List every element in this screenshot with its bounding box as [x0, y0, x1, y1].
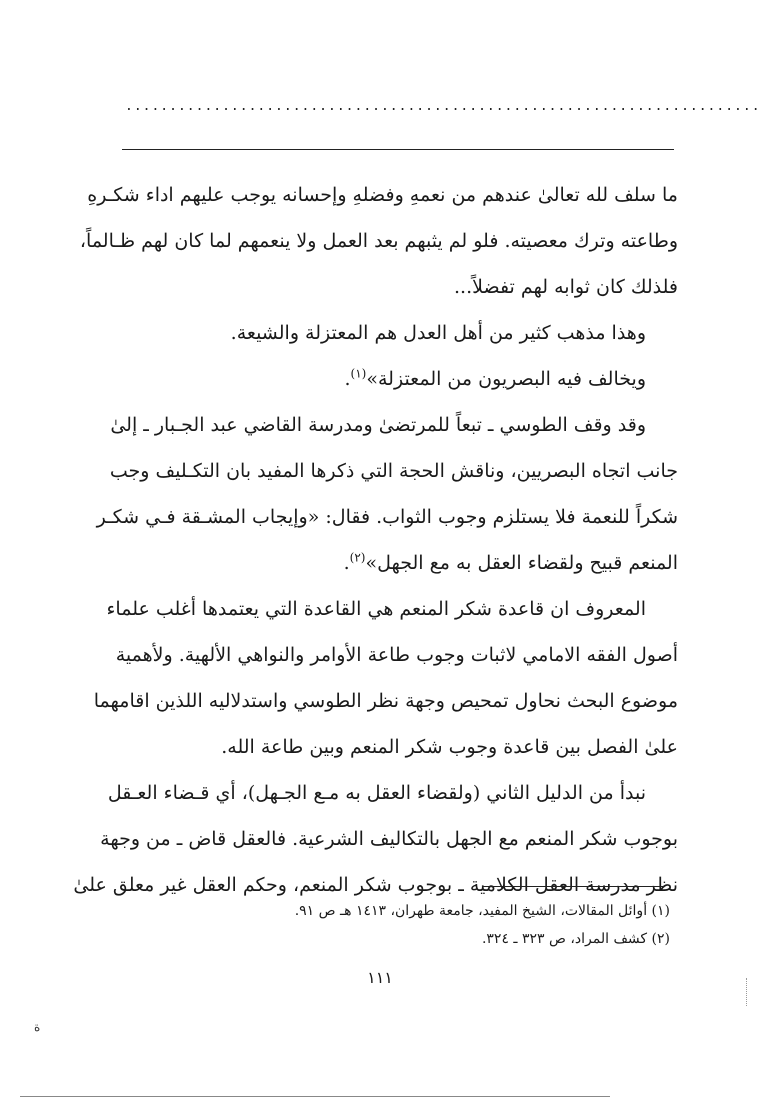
- text-line: أصول الفقه الامامي لاثبات وجوب طاعة الأوامر والنواهي الألهية. ولأهمية: [115, 644, 678, 666]
- header-rule: [122, 149, 674, 150]
- footnote-2: (٢) كشف المراد، ص ٣٢٣ ـ ٣٢٤.: [481, 931, 670, 947]
- page-number: ١١١: [367, 968, 393, 987]
- text-line: نبدأ من الدليل الثاني (ولقضاء العقل به مـع الجـهل)، أي قـضاء العـقل: [107, 782, 646, 804]
- text-line: موضوع البحث نحاول تمحيص وجهة نظر الطوسي واستدلاليه اللذين اقامهما: [93, 690, 678, 712]
- header-dotted-line: ........................................................................: [125, 99, 761, 114]
- text-line: [118, 356, 678, 402]
- scan-edge-line: [20, 1096, 610, 1097]
- footnote-1: (١) أوائل المقالات، الشيخ المفيد، جامعة طهران، ١٤١٣ هـ ص ٩١.: [294, 903, 670, 919]
- text-line: المعروف ان قاعدة شكر المنعم هي القاعدة التي يعتمدها أغلب علماء: [106, 598, 646, 620]
- text-line: وهذا مذهب كثير من أهل العدل هم المعتزلة والشيعة.: [230, 322, 646, 344]
- text-line: شكراً للنعمة فلا يستلزم وجوب الثواب. فقال: «وإيجاب المشـقة فـي شكـر: [96, 506, 678, 528]
- footnote-reference-2[interactable]: (٢): [349, 550, 366, 565]
- margin-tick: [746, 978, 748, 1006]
- footnotes: [200, 897, 670, 953]
- footnote-reference-1[interactable]: (١): [350, 366, 367, 381]
- text-line: [118, 540, 678, 586]
- body-text: [73, 172, 678, 908]
- text-line-content: المنعم قبيح ولقضاء العقل به مع الجهل»: [365, 552, 678, 574]
- text-line: جانب اتجاه البصريين، وناقش الحجة التي ذكرها المفيد بان التكـليف وجب: [109, 460, 678, 482]
- text-line: علىٰ الفصل بين قاعدة وجوب شكر المنعم وبين طاعة الله.: [221, 736, 678, 758]
- text-line: ما سلف لله تعالىٰ عندهم من نعمهِ وفضلهِ وإحسانه يوجب عليهم اداء شكـرهِ: [87, 184, 678, 206]
- text-line: بوجوب شكر المنعم مع الجهل بالتكاليف الشرعية. فالعقل قاض ـ من وجهة: [100, 828, 678, 850]
- text-line: وقد وقف الطوسي ـ تبعاً للمرتضىٰ ومدرسة القاضي عبد الجـبار ـ إلىٰ: [110, 414, 646, 436]
- text-line: وطاعته وترك معصيته. فلو لم يثبهم بعد العمل ولا ينعمهم لما كان لهم ظـالماً،: [79, 230, 678, 252]
- corner-mark: ة: [34, 1020, 41, 1034]
- sentence-period: .: [343, 552, 350, 574]
- text-line-content: ويخالف فيه البصريون من المعتزلة»: [366, 368, 646, 390]
- text-line: نظر مدرسة العقل الكلامية ـ بوجوب شكر المنعم، وحكم العقل غير معلق علىٰ: [73, 874, 678, 896]
- text-line: فلذلك كان ثوابه لهم تفضلاً...: [454, 276, 678, 298]
- footnote-separator: [482, 886, 665, 887]
- sentence-period: .: [344, 368, 351, 390]
